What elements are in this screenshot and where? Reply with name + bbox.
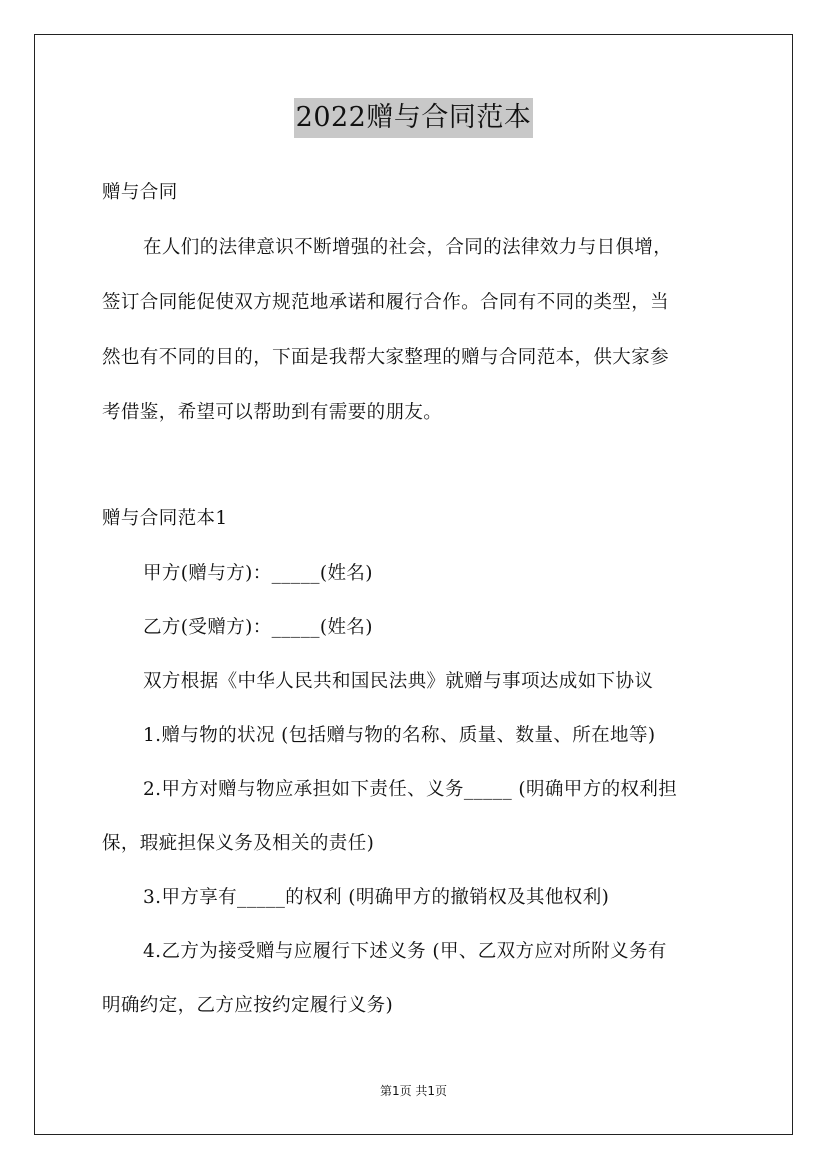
intro-line-1: 在人们的法律意识不断增强的社会，合同的法律效力与日俱增，: [143, 237, 673, 258]
document-title-wrap: [0, 98, 827, 138]
intro-line-2: 签订合同能促使双方规范地承诺和履行合作。合同有不同的类型，当: [102, 292, 670, 313]
clause-2-line-1: 2.甲方对赠与物应承担如下责任、义务_____ (明确甲方的权利担: [143, 779, 678, 800]
party-a-line: 甲方(赠与方)：_____(姓名): [143, 563, 373, 584]
sample-heading: 赠与合同范本1: [102, 508, 228, 529]
page-footer: 第1页 共1页: [379, 1084, 448, 1098]
clause-3: 3.甲方享有_____的权利 (明确甲方的撤销权及其他权利): [143, 887, 610, 908]
document-title: 2022赠与合同范本: [294, 98, 534, 138]
clause-4-line-2: 明确约定，乙方应按约定履行义务): [102, 995, 394, 1016]
party-b-line: 乙方(受赠方)：_____(姓名): [143, 617, 373, 638]
intro-line-3: 然也有不同的目的，下面是我帮大家整理的赠与合同范本，供大家参: [102, 347, 670, 368]
section-heading: 赠与合同: [102, 182, 178, 203]
clause-4-line-1: 4.乙方为接受赠与应履行下述义务 (甲、乙双方应对所附义务有: [143, 941, 667, 962]
clause-2-line-2: 保，瑕疵担保义务及相关的责任): [102, 833, 375, 854]
intro-line-4: 考借鉴，希望可以帮助到有需要的朋友。: [102, 402, 443, 423]
agreement-line: 双方根据《中华人民共和国民法典》就赠与事项达成如下协议: [143, 671, 654, 692]
clause-1: 1.赠与物的状况 (包括赠与物的名称、质量、数量、所在地等): [143, 725, 656, 746]
